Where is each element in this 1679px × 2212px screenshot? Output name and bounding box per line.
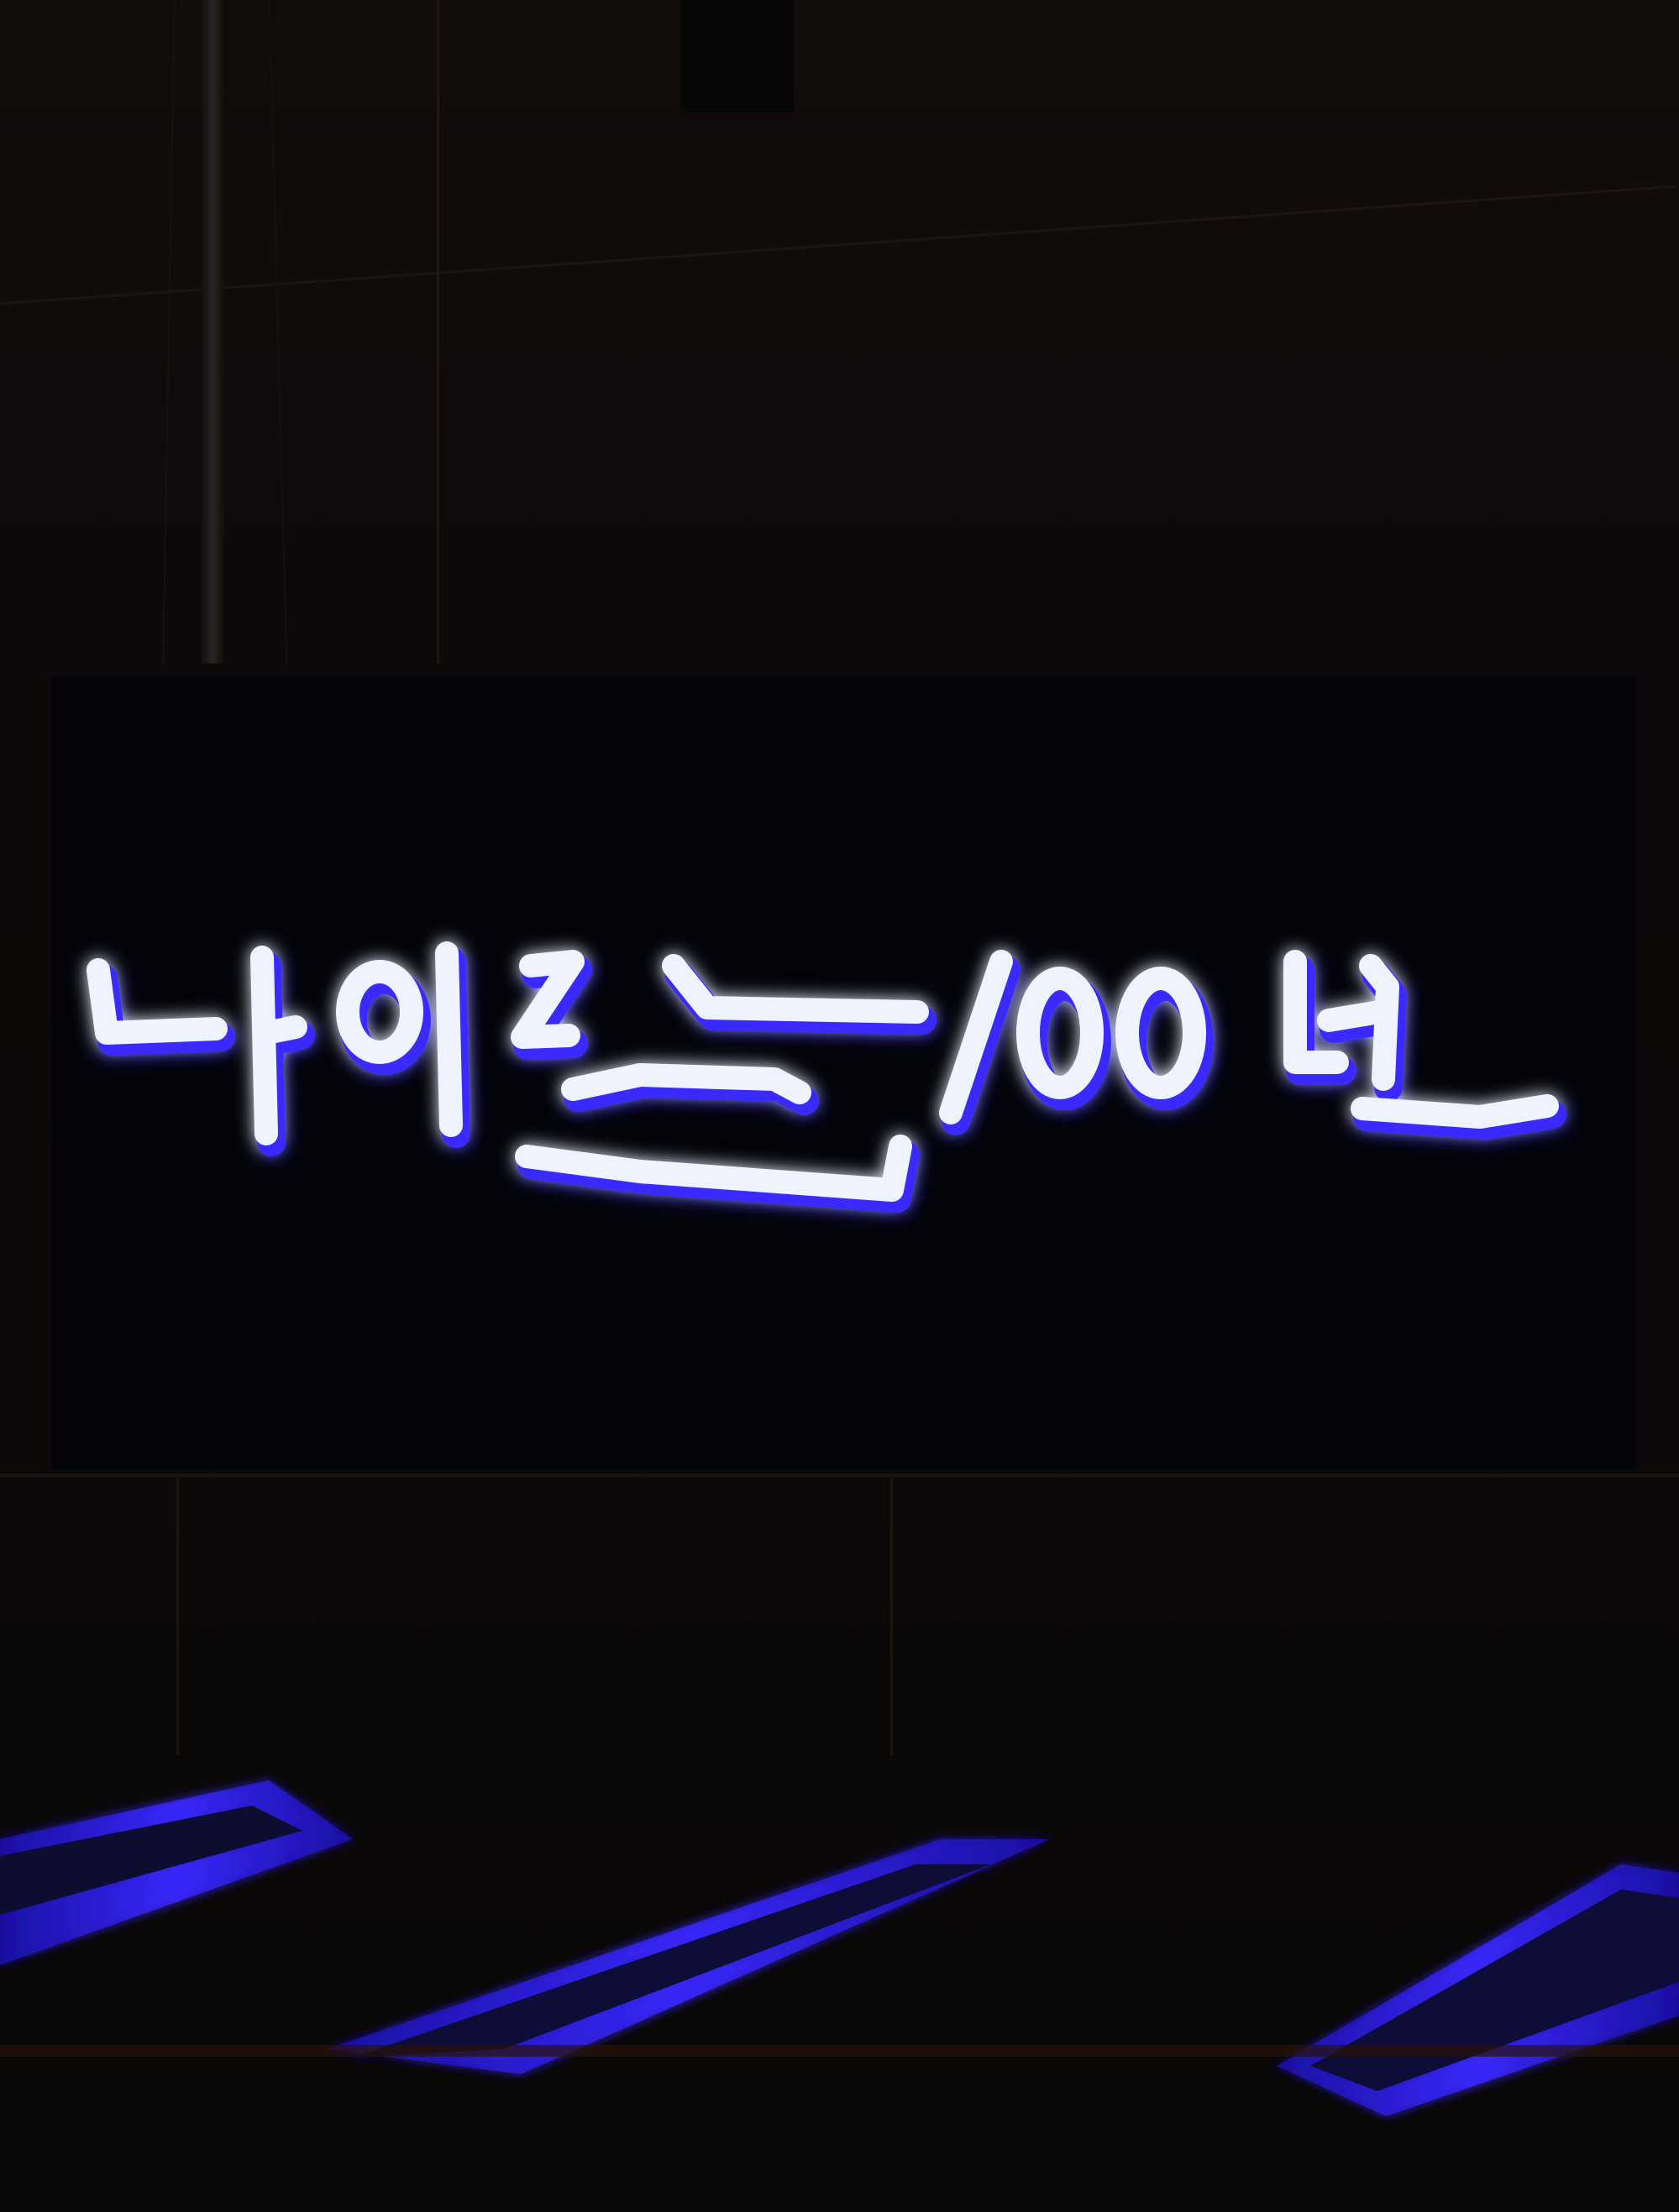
cable bbox=[269, 0, 288, 663]
floor-edge bbox=[0, 2150, 1679, 2212]
wall-seam bbox=[437, 0, 439, 663]
illuminated-sign bbox=[52, 676, 1636, 1470]
sign-lettering bbox=[52, 676, 1636, 1470]
wall-seam bbox=[0, 186, 1675, 305]
railings bbox=[0, 1713, 1679, 2212]
rail-middle-shadow bbox=[353, 1864, 991, 2057]
wall-seam bbox=[0, 1474, 1679, 1477]
wall-panel bbox=[680, 0, 794, 113]
support-pole bbox=[202, 0, 223, 663]
floor-rail bbox=[0, 2045, 1679, 2057]
cable bbox=[162, 0, 176, 663]
